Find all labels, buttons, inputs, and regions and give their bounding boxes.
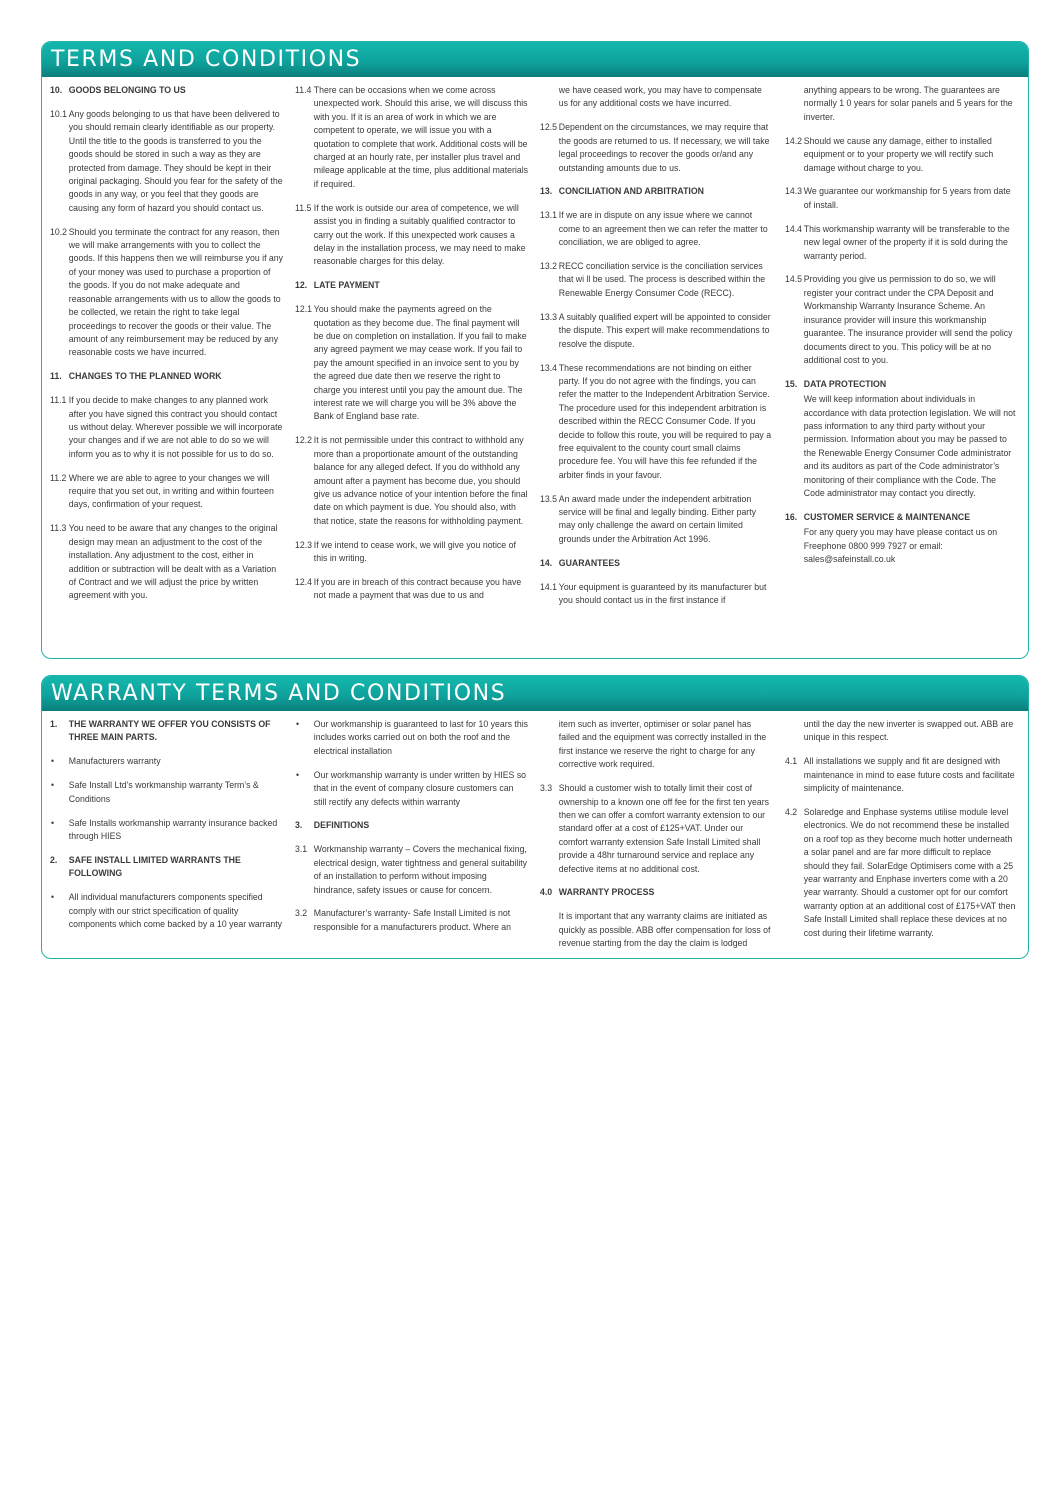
clause-number: 11.4: [295, 85, 312, 95]
clause-number: 14.3: [785, 186, 803, 197]
section-heading: [295, 819, 528, 832]
clause-number: 12.1: [295, 304, 313, 315]
clause-number: 12.: [295, 280, 308, 291]
clause-number: 3.3: [540, 783, 553, 794]
clause: [785, 806, 1018, 940]
bullet-item: [295, 769, 528, 809]
clause-number: 10.2: [50, 226, 68, 237]
clause-text: You should make the payments agreed on the quotation as they become due. The final payment will be due on completion on installation. If you fail to make any agreed payment we may cease work. If you fail to pay the amount specified in an invoice sent to you by the agreed due date then we reserve the right to charge you interest until you pay the amount due. The interest rate we will charge you will be 3% above the Bank of England base rate.: [313, 304, 527, 422]
clause: [540, 121, 773, 175]
terms-column-3: [540, 84, 774, 618]
terms-column-1: [50, 84, 284, 613]
clause: [540, 782, 773, 876]
bullet-item: [50, 779, 283, 806]
clause-text: If we intend to cease work, we will give you notice of this in writing.: [313, 539, 516, 564]
warranty-header-bar: [42, 676, 1028, 711]
clause-text: Workmanship warranty – Covers the mechanical fixing, electrical design, water tightness and general suitability of an installation to perform without imposing hindrance, safety issues or cause for concern.: [313, 844, 528, 895]
heading-text: CONCILIATION AND ARBITRATION: [558, 186, 704, 197]
clause-number: [785, 718, 804, 745]
clause-text: Dependent on the circumstances, we may require that the goods are returned to us. If necessary, we will take legal proceedings to recover the goods or/and any outstanding amounts due to us.: [558, 122, 770, 173]
warranty-body: [42, 711, 1028, 958]
clause-number: 13.2: [540, 261, 558, 272]
clause-number: 12.2: [295, 435, 313, 446]
clause-text: Should a customer wish to totally limit their cost of ownership to a known one off fee for the first ten years then we can offer a comfort warranty extension to our standard offer at a cost of £125+VAT. Under our comfort warranty extension Safe Install Limited shall provide a 48hr turnaround service and replace any defective items at no additional cost.: [558, 783, 769, 874]
clause-number: [785, 84, 804, 124]
clause: [295, 303, 528, 424]
clause: [540, 493, 773, 547]
section-heading: [540, 185, 773, 198]
clause-text: An award made under the independent arbitration service will be final and legally binding. Either party may only challenge the award on certain limited grounds under the Arbitration Act 1996.: [558, 493, 757, 544]
clause-number: [785, 393, 804, 500]
bullet-marker: •: [50, 756, 55, 767]
clause-text: Safe Installs workmanship warranty insurance backed through HIES: [68, 817, 278, 841]
clause-number: 12.4: [295, 577, 313, 587]
heading-text: GUARANTEES: [558, 557, 620, 568]
clause: [295, 907, 528, 934]
clause-number: 4.1: [785, 756, 798, 767]
clause-number: 13.: [540, 186, 553, 197]
clause-text: Manufacturers warranty: [68, 756, 161, 767]
section-heading: [50, 370, 283, 383]
clause-number: 16.: [785, 511, 798, 522]
clause-number: [785, 526, 804, 566]
clause: [50, 226, 283, 360]
clause-number: [540, 84, 559, 111]
clause-text: Where we are able to agree to your changes we will require that you set out, in writing and within fourteen days, confirmation of your request.: [68, 472, 274, 510]
clause: [540, 581, 773, 608]
clause-text: Should you terminate the contract for any reason, then we will make arrangements with you to collect the goods. If this happens then we will reimburse you if any of your money was used to purchase a proportion of the goods. If you do not make adequate and reasonable arrangements with us to allow the goods to be collected, we retain the right to take legal proceedings to recover the goods or their value. The amount of any reimbursement may be reduced by any reasonable costs we have incurred.: [68, 226, 284, 358]
clause-text: It is not permissible under this contract to withhold any more than a proportionate amount of the outstanding balance for any alleged defect. If you do withhold any amount after a payment has become due, you should give us advance notice of your intention before the final date on which payment is due. You should also, with that notice, state the reasons for withholding payment.: [313, 435, 528, 526]
clause-text: Manufacturer’s warranty- Safe Install Limited is not responsible for a manufacturers product. Where an: [313, 908, 512, 932]
bullet-marker: •: [50, 892, 55, 903]
clause-number: 11.5: [295, 202, 312, 213]
clause: [295, 843, 528, 897]
bullet-marker: •: [295, 769, 300, 780]
clause-text: If the work is outside our area of competence, we will assist you in finding a suitably qualified contractor to carry out the work. If this unexpected work causes a delay in the installation process, we may need to make reasonable charges for this delay.: [313, 202, 526, 267]
clause-text: Should we cause any damage, either to installed equipment or to your property we will rectify such damage without charge to you.: [803, 135, 994, 173]
clause-number: 3.2: [295, 908, 308, 919]
clause: [295, 202, 528, 269]
clause-number: [540, 718, 559, 772]
clause-text: A suitably qualified expert will be appointed to consider the dispute. This expert will make recommendations to resolve the dispute.: [558, 311, 771, 349]
clause-number: 2.: [50, 854, 58, 865]
clause-number: 3.: [295, 820, 303, 831]
clause-number: 13.4: [540, 362, 558, 373]
bullet-item: [50, 817, 283, 844]
clause-number: [540, 910, 559, 950]
clause: [295, 539, 528, 566]
clause-text: Our workmanship is guaranteed to last for 10 years this includes works carried out on both the roof and the electrical installation: [313, 719, 529, 756]
clause: [540, 311, 773, 351]
bullet-item: [295, 718, 528, 758]
clause: [295, 84, 528, 191]
section-heading: [540, 557, 773, 570]
clause: [785, 273, 1018, 367]
clause-text: If we are in dispute on any issue where we cannot come to an agreement then we can refer the matter to conciliation, we are obliged to agree.: [558, 210, 768, 248]
bullet-item: [50, 891, 283, 931]
clause: [540, 362, 773, 483]
terms-body: [42, 77, 1028, 658]
section-heading: [785, 378, 1018, 391]
clause-number: 14.4: [785, 223, 803, 234]
clause-number: 15.: [785, 378, 798, 389]
heading-text: GOODS BELONGING TO US: [68, 85, 186, 95]
clause: [785, 185, 1018, 212]
clause-text: RECC conciliation service is the conciliation services that wi ll be used. The process is described within the Renewable Energy Consumer Code (RECC).: [558, 261, 766, 298]
heading-text: CUSTOMER SERVICE & MAINTENANCE: [803, 511, 971, 522]
clause: [785, 526, 1018, 566]
bullet-item: [50, 755, 283, 768]
clause-number: 14.1: [540, 581, 558, 592]
clause-text: If you are in breach of this contract because you have not made a payment that was due to us and: [313, 577, 522, 601]
bullet-marker: •: [295, 719, 300, 729]
clause: [540, 910, 773, 950]
clause-number: 12.5: [540, 122, 558, 133]
clause: [540, 260, 773, 300]
section-heading: [785, 511, 1018, 524]
clause-text: We will keep information about individuals in accordance with data protection legislation. We will not pass information to any third party without your permission. Information about you may be passed to the Renewable Energy Consumer Code administrator and its auditors as part of the Code administrator’s monitoring of their compliance with the Code. The Code administrator may contact you directly.: [803, 394, 1016, 499]
clause-number: 10.1: [50, 108, 68, 119]
clause-number: 1.: [50, 719, 58, 729]
clause-text: Solaredge and Enphase systems utilise module level electronics. We do not recommend these be installed on a roof top as they become much hotter underneath a solar panel and are far more difficult to replace should they fail. SolarEdge Optimisers come with a 25 year warranty and Enphase inverters come with a 20 year warranty. Should a customer opt for our comfort warranty option at an additional cost of £175+VAT then Safe Install Limited shall replace these devices at no cost during their lifetime warranty.: [803, 807, 1016, 938]
clause: [50, 522, 283, 602]
clause-number: 12.3: [295, 539, 313, 550]
clause-text: If you decide to make changes to any planned work after you have signed this contract you should contact us without delay. Wherever possible we will incorporate your changes and if we are not able to do so we will inform you as to why it is not possible for us to do so.: [68, 395, 283, 459]
clause-text: It is important that any warranty claims are initiated as quickly as possible. ABB offer compensation for loss of revenue starting from the day the claim is lodged: [558, 911, 771, 949]
clause-number: 10.: [50, 85, 63, 95]
warranty-column-3: [540, 718, 774, 959]
section-heading: [540, 886, 773, 899]
clause-text: Any goods belonging to us that have been delivered to you should remain clearly identifiable as our property. Until the title to the goods is transferred to you the goods should be stored in such a way as they are protected from damage. They should be kept in their original packaging. Should you fear for the safety of the goods in any way, or you feel that they goods are causing any form of hazard you should contact us.: [68, 108, 283, 213]
clause: [295, 576, 528, 603]
clause: [785, 393, 1018, 500]
heading-text: THE WARRANTY WE OFFER YOU CONSISTS OF THREE MAIN PARTS.: [68, 719, 271, 743]
clause-text: These recommendations are not binding on either party. If you do not agree with the findings, you can refer the matter to the Independent Arbitration Service. The procedure used for this independent arbitration is described within the RECC Consumer Code. If you decide to follow this route, you will be required to pay a free equivalent to the county court small claims procedure fee. You will have this fee refunded if the arbiter finds in your favour.: [558, 362, 772, 480]
warranty-column-1: [50, 718, 284, 942]
clause-number: 13.1: [540, 210, 558, 221]
warranty-title: WARRANTY TERMS AND CONDITIONS: [51, 681, 507, 706]
clause: [540, 84, 773, 111]
clause-number: 14.5: [785, 274, 803, 285]
heading-text: LATE PAYMENT: [313, 280, 380, 291]
clause: [50, 394, 283, 461]
terms-header-bar: [42, 42, 1028, 77]
clause-text: item such as inverter, optimiser or solar panel has failed and the equipment was correctly installed in the first instance we reserve the right to charge for any corrective work required.: [558, 719, 767, 770]
clause: [295, 434, 528, 528]
clause-text: Safe Install Ltd’s workmanship warranty Term’s & Conditions: [68, 780, 259, 804]
clause-number: 13.3: [540, 311, 558, 322]
clause-number: 11.3: [50, 523, 67, 534]
terms-panel: [41, 41, 1029, 659]
bullet-marker: •: [50, 780, 55, 791]
clause-text: You need to be aware that any changes to the original design may mean an adjustment to the cost of the installation. Any adjustment to the cost, either in addition or subtraction will be dealt with as a Variation of Contract and we will adjust the price by written agreement with you.: [68, 523, 278, 601]
heading-text: DEFINITIONS: [313, 820, 370, 831]
clause-number: 13.5: [540, 493, 558, 504]
clause: [540, 718, 773, 772]
section-heading: [50, 854, 283, 881]
clause-text: until the day the new inverter is swapped out. ABB are unique in this respect.: [803, 719, 1014, 743]
clause: [785, 135, 1018, 175]
clause: [540, 209, 773, 249]
clause-text: This workmanship warranty will be transferable to the new legal owner of the property if it is sold during the warranty period.: [803, 223, 1010, 261]
heading-text: CHANGES TO THE PLANNED WORK: [68, 371, 222, 382]
clause-number: 14.: [540, 557, 553, 568]
clause-number: 4.0: [540, 887, 553, 898]
clause: [50, 108, 283, 215]
section-heading: [50, 84, 283, 97]
clause-text: We guarantee our workmanship for 5 years from date of install.: [803, 186, 1011, 210]
heading-text: WARRANTY PROCESS: [558, 887, 655, 898]
section-heading: [50, 718, 283, 745]
clause-text: Our workmanship warranty is under written by HIES so that in the event of company closure customers can still rectify any defects within warranty: [313, 769, 527, 807]
clause: [785, 223, 1018, 263]
warranty-column-4: [785, 718, 1019, 951]
clause-text: All individual manufacturers components specified comply with our strict specification of quality components which come backed by a 10 year warranty: [68, 892, 283, 929]
clause-text: we have ceased work, you may have to compensate us for any additional costs we have incurred.: [558, 85, 762, 109]
clause-text: For any query you may have please contact us on Freephone 0800 999 7927 or email: sales@safeinstall.co.uk: [803, 527, 998, 565]
clause-number: 14.2: [785, 135, 803, 146]
clause-text: Your equipment is guaranteed by its manufacturer but you should contact us in the first instance if: [558, 581, 767, 606]
clause-text: There can be occasions when we come across unexpected work. Should this arise, we will discuss this with you. If it is an area of work in which we are competent to operate, we will issue you with a quotation to complete that work. Additional costs will be charged at an hourly rate, per installer plus travel and mileage applicable at the time, plus additional materials if required.: [313, 85, 529, 189]
clause: [785, 755, 1018, 795]
terms-column-4: [785, 84, 1019, 577]
clause-number: 11.1: [50, 395, 67, 406]
clause-text: Providing you give us permission to do so, we will register your contract under the CPA Deposit and Workmanship Warranty Insurance Scheme. An insurance provider will insure this workmanship guarantee. The insurance provider will send the policy documents direct to you. This policy will be at no additional cost to you.: [803, 274, 1013, 365]
bullet-marker: •: [50, 817, 55, 828]
clause-number: 3.1: [295, 844, 308, 855]
section-heading: [295, 279, 528, 292]
heading-text: SAFE INSTALL LIMITED WARRANTS THE FOLLOWING: [68, 854, 241, 879]
clause-number: 4.2: [785, 807, 798, 818]
terms-title: TERMS AND CONDITIONS: [51, 47, 362, 72]
clause-number: 11.2: [50, 472, 67, 483]
clause: [785, 718, 1018, 745]
heading-text: DATA PROTECTION: [803, 378, 887, 389]
warranty-column-2: [295, 718, 529, 945]
clause: [785, 84, 1018, 124]
clause-text: All installations we supply and fit are designed with maintenance in mind to ease future costs and facilitate simplicity of maintenance.: [803, 756, 1015, 794]
clause: [50, 472, 283, 512]
terms-column-2: [295, 84, 529, 613]
clause-text: anything appears to be wrong. The guarantees are normally 1 0 years for solar panels and 5 years for the inverter.: [803, 85, 1013, 122]
warranty-panel: [41, 675, 1029, 959]
clause-number: 11.: [50, 371, 62, 382]
